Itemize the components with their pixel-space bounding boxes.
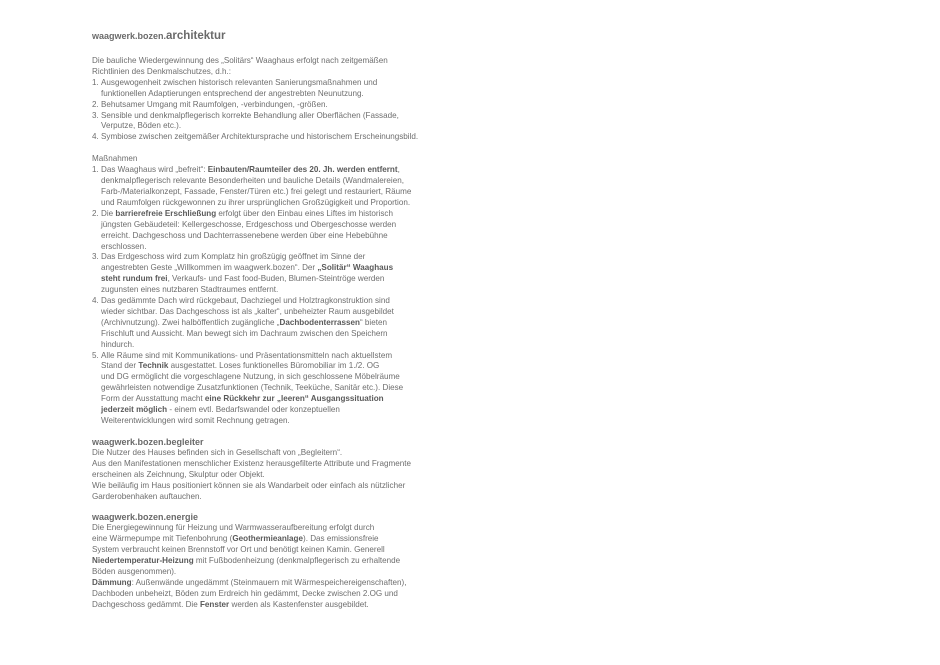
energie-title: waagwerk.bozen.energie [92, 512, 199, 523]
principles-list [92, 78, 442, 143]
energie-paragraph: Die Energiegewinnung für Heizung und Warmwasseraufbereitung erfolgt durch eine Wärmepumpe mit Tiefenbohrung (Geothermieanlage). Das emissionsfreie System verbraucht keinen Brennstoff vor Ort und benötigt keinen Kamin. Generell Niedertemperatur-Heizung mit Fußbodenheizung (denkmalpflegerisch zu erhaltende Böden ausgenommen). Dämmung: Außenwände ungedämmt (Steinmauern mit Wärmespeichereigenschaften), Dachboden unbeheizt, Böden zum Erdreich hin gedämmt, Decke zwischen 2.OG und Dachgeschoss gedämmt. Die Fenster werden als Kastenfenster ausgebildet. [92, 523, 407, 609]
list-item: 5. Alle Räume sind mit Kommunikations- und Präsentationsmitteln nach aktuellstem Stand der Technik ausgestattet. Loses funktionelles Büromobiliar im 1./2. OG und DG ermöglicht die vorgeschlagene Nutzung, in sich geschlossene Möbelräume gewährleisten notwendige Zusatzfunktionen (Technik, Teeküche, Sanitär etc.). Diese Form der Ausstattung macht eine Rückkehr zur „leeren“ Ausgangssituation jederzeit möglich - einem evtl. Bedarfswandel oder konzeptuellen Weiterentwicklungen wird somit Rechnung getragen. [92, 350, 404, 425]
list-item: 3. Sensible und denkmalpflegerisch korrekte Behandlung aller Oberflächen (Fassade, Verputze, Böden etc.). [92, 110, 399, 131]
measures-list [92, 165, 442, 427]
text-column [92, 30, 442, 611]
list-item: 1. Ausgewogenheit zwischen historisch relevanten Sanierungsmaßnahmen und funktionellen Adaptierungen entsprechend der angestrebten Neunutzung. [92, 77, 378, 98]
list-item: 1. Das Waaghaus wird „befreit“: Einbauten/Raumteiler des 20. Jh. werden entfernt, denkmalpflegerisch relevante Besonderheiten und bauliche Details (Wandmalereien, Farb-/Materialkonzept, Fassade, Fenster/Türen etc.) frei gelegt und restauriert, Räume und Raumfolgen rückgewonnen zu ihrer ursprünglichen Großzügigkeit und Proportion. [92, 165, 412, 207]
list-item: 3. Das Erdgeschoss wird zum Komplatz hin großzügig geöffnet im Sinne der angestrebten Geste „Willkommen im waagwerk.bozen“. Der „Solitär“ Waaghaus steht rundum frei, Verkaufs- und Fast food-Buden, Blumen-Steintröge werden zugunsten eines nutzbaren Stadtraumes entfernt. [92, 252, 394, 295]
architektur-title: waagwerk.bozen.architektur [92, 30, 226, 42]
list-item: 2. Die barrierefreie Erschließung erfolgt über den Einbau eines Liftes im historisch jüngsten Gebäudeteil: Kellergeschosse, Erdgeschoss und Obergeschosse werden erreicht. Dachgeschoss und Dachterrassenebene werden über eine Hebebühne erschlossen. [92, 208, 397, 251]
measures-title: Maßnahmen [92, 154, 138, 164]
list-item: 4. Das gedämmte Dach wird rückgebaut, Dachziegel und Holztragkonstruktion sind wieder sichtbar. Das Dachgeschoss ist als „kalter“, unbeheizter Raum ausgebildet (Archivnutzung). Zwei halböffentlich zugängliche „Dachbodenterrassen“ bieten Frischluft und Aussicht. Man bewegt sich im Dachraum zwischen den Speichern hindurch. [92, 296, 394, 349]
begleiter-title: waagwerk.bozen.begleiter [92, 436, 204, 447]
intro-paragraph: Die bauliche Wiedergewinnung des „Solitärs“ Waaghaus erfolgt nach zeitgemäßen Richtlinien des Denkmalschutzes, d.h.: [92, 56, 388, 76]
list-item: 4. Symbiose zwischen zeitgemäßer Architektursprache und historischem Erscheinungsbild. [92, 132, 419, 142]
begleiter-paragraph: Die Nutzer des Hauses befinden sich in Gesellschaft von „Begleitern“. Aus den Manifestationen menschlicher Existenz herausgefilterte Attribute und Fragmente erscheinen als Zeichnung, Skulptur oder Objekt. Wie beiläufig im Haus positioniert können sie als Wandarbeit oder einfach als nützlicher Garderobenhaken auftauchen. [92, 447, 411, 501]
list-item: 2. Behutsamer Umgang mit Raumfolgen, -verbindungen, -größen. [92, 99, 328, 109]
